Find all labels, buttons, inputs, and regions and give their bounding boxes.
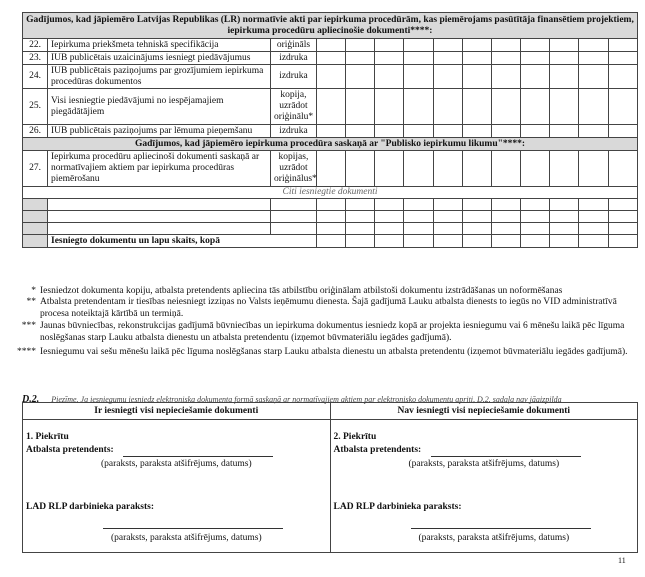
check-cell[interactable] bbox=[608, 199, 637, 211]
check-cell[interactable] bbox=[579, 223, 608, 235]
header-lr-procurement: Gadījumos, kad jāpiemēro Latvijas Republikas (LR) normatīvie akti par iepirkuma procedūrām, kas piemērojams pasūtītāja finansētiem projektiem, iepirkuma procedūru apliecinošie dokumenti****: bbox=[23, 13, 638, 39]
check-cell[interactable] bbox=[433, 39, 462, 52]
check-cell[interactable] bbox=[491, 89, 520, 125]
footnote-mark: *** bbox=[21, 321, 36, 331]
check-cell[interactable] bbox=[316, 211, 345, 223]
check-cell[interactable] bbox=[375, 39, 404, 52]
check-cell[interactable] bbox=[608, 89, 637, 125]
page-number: 11 bbox=[618, 556, 626, 565]
row-description[interactable] bbox=[48, 199, 271, 211]
check-cell[interactable] bbox=[404, 125, 433, 138]
row-description[interactable] bbox=[48, 223, 271, 235]
check-cell[interactable] bbox=[316, 235, 345, 248]
footnote-mark: * bbox=[31, 286, 36, 296]
row-number: 27. bbox=[23, 151, 48, 187]
check-cell[interactable] bbox=[346, 199, 375, 211]
check-cell[interactable] bbox=[550, 89, 579, 125]
check-cell[interactable] bbox=[346, 65, 375, 89]
check-cell[interactable] bbox=[491, 151, 520, 187]
check-cell[interactable] bbox=[316, 223, 345, 235]
check-cell[interactable] bbox=[316, 125, 345, 138]
check-cell[interactable] bbox=[521, 151, 550, 187]
left-signature-cell bbox=[23, 420, 330, 552]
check-cell[interactable] bbox=[579, 151, 608, 187]
header-public-procurement: Gadījumos, kad jāpiemēro iepirkuma procedūra saskaņā ar "Publisko iepirkumu likumu"****: bbox=[23, 138, 638, 151]
row-doc-type: izdruka bbox=[271, 65, 317, 89]
check-cell[interactable] bbox=[404, 211, 433, 223]
check-cell[interactable] bbox=[491, 39, 520, 52]
check-cell[interactable] bbox=[316, 89, 345, 125]
check-cell[interactable] bbox=[462, 151, 491, 187]
check-cell[interactable] bbox=[433, 125, 462, 138]
footnote-mark: ** bbox=[26, 297, 36, 307]
row-description: Iepirkuma procedūru apliecinoši dokumenti saskaņā ar normatīvajiem aktiem par iepirkuma procedūras piemērošanu bbox=[48, 151, 271, 187]
check-cell[interactable] bbox=[433, 65, 462, 89]
check-cell[interactable] bbox=[375, 151, 404, 187]
check-cell[interactable] bbox=[608, 223, 637, 235]
check-cell[interactable] bbox=[375, 235, 404, 248]
left-applicant-line[interactable] bbox=[123, 444, 273, 457]
table-row bbox=[23, 65, 638, 89]
row-doc-type[interactable] bbox=[271, 223, 317, 235]
check-cell[interactable] bbox=[375, 199, 404, 211]
check-cell[interactable] bbox=[521, 125, 550, 138]
check-cell[interactable] bbox=[579, 125, 608, 138]
check-cell[interactable] bbox=[462, 89, 491, 125]
check-cell[interactable] bbox=[491, 125, 520, 138]
check-cell[interactable] bbox=[521, 52, 550, 65]
check-cell[interactable] bbox=[579, 211, 608, 223]
row-doc-type[interactable] bbox=[271, 199, 317, 211]
check-cell[interactable] bbox=[521, 211, 550, 223]
table-row bbox=[23, 52, 638, 65]
check-cell[interactable] bbox=[346, 235, 375, 248]
check-cell[interactable] bbox=[346, 211, 375, 223]
check-cell[interactable] bbox=[491, 211, 520, 223]
check-cell[interactable] bbox=[316, 151, 345, 187]
row-number bbox=[23, 211, 48, 223]
check-cell[interactable] bbox=[346, 151, 375, 187]
check-cell[interactable] bbox=[462, 52, 491, 65]
check-cell[interactable] bbox=[550, 235, 579, 248]
check-cell[interactable] bbox=[491, 52, 520, 65]
check-cell[interactable] bbox=[521, 39, 550, 52]
row-doc-type: kopija, uzrādot oriģinālu* bbox=[271, 89, 317, 125]
check-cell[interactable] bbox=[404, 65, 433, 89]
check-cell[interactable] bbox=[521, 223, 550, 235]
left-officer-label: LAD RLP darbinieka paraksts: bbox=[26, 502, 155, 512]
row-doc-type: oriģināls bbox=[271, 39, 317, 52]
check-cell[interactable] bbox=[404, 39, 433, 52]
total-number bbox=[23, 235, 48, 248]
check-cell[interactable] bbox=[462, 65, 491, 89]
left-officer-line[interactable] bbox=[103, 516, 283, 529]
check-cell[interactable] bbox=[316, 39, 345, 52]
left-applicant-label: Atbalsta pretendents: bbox=[26, 445, 114, 455]
check-cell[interactable] bbox=[550, 211, 579, 223]
right-header: Nav iesniegti visi nepieciešamie dokumenti bbox=[330, 403, 638, 420]
check-cell[interactable] bbox=[550, 151, 579, 187]
check-cell[interactable] bbox=[404, 199, 433, 211]
check-cell[interactable] bbox=[579, 89, 608, 125]
check-cell[interactable] bbox=[404, 223, 433, 235]
check-cell[interactable] bbox=[521, 65, 550, 89]
check-cell[interactable] bbox=[521, 235, 550, 248]
check-cell[interactable] bbox=[375, 89, 404, 125]
check-cell[interactable] bbox=[375, 211, 404, 223]
left-title: 1. Piekrītu bbox=[26, 432, 69, 442]
check-cell[interactable] bbox=[579, 39, 608, 52]
check-cell[interactable] bbox=[316, 52, 345, 65]
row-number: 22. bbox=[23, 39, 48, 52]
left-officer-caption: (paraksts, paraksta atšifrējums, datums) bbox=[111, 533, 262, 543]
right-officer-caption: (paraksts, paraksta atšifrējums, datums) bbox=[418, 533, 570, 543]
row-doc-type: izdruka bbox=[271, 52, 317, 65]
check-cell[interactable] bbox=[375, 65, 404, 89]
check-cell[interactable] bbox=[404, 89, 433, 125]
check-cell[interactable] bbox=[462, 223, 491, 235]
left-header: Ir iesniegti visi nepieciešamie dokumenti bbox=[23, 403, 331, 420]
right-officer-label: LAD RLP darbinieka paraksts: bbox=[333, 502, 462, 512]
footnote-mark: **** bbox=[17, 347, 36, 357]
check-cell[interactable] bbox=[608, 52, 637, 65]
right-signature-cell bbox=[331, 420, 638, 552]
check-cell[interactable] bbox=[404, 52, 433, 65]
row-description: IUB publicētais paziņojums par grozījumiem iepirkuma procedūras dokumentos bbox=[48, 65, 271, 89]
check-cell[interactable] bbox=[491, 65, 520, 89]
check-cell[interactable] bbox=[462, 199, 491, 211]
check-cell[interactable] bbox=[550, 52, 579, 65]
check-cell[interactable] bbox=[346, 223, 375, 235]
check-cell[interactable] bbox=[550, 223, 579, 235]
check-cell[interactable] bbox=[433, 211, 462, 223]
table-row bbox=[23, 39, 638, 52]
table-row bbox=[23, 125, 638, 138]
right-applicant-line[interactable] bbox=[431, 444, 581, 457]
row-number: 26. bbox=[23, 125, 48, 138]
check-cell[interactable] bbox=[375, 125, 404, 138]
empty-row bbox=[23, 223, 638, 235]
check-cell[interactable] bbox=[316, 65, 345, 89]
check-cell[interactable] bbox=[579, 235, 608, 248]
signature-table bbox=[22, 402, 638, 553]
empty-row bbox=[23, 199, 638, 211]
check-cell[interactable] bbox=[491, 223, 520, 235]
check-cell[interactable] bbox=[404, 235, 433, 248]
row-description: Iepirkuma priekšmeta tehniskā specifikācija bbox=[48, 39, 271, 52]
check-cell[interactable] bbox=[462, 211, 491, 223]
row-description: Visi iesniegtie piedāvājumi no iespējamajiem piegādātājiem bbox=[48, 89, 271, 125]
row-description: IUB publicētais paziņojums par lēmuma pieņemšanu bbox=[48, 125, 271, 138]
row-number bbox=[23, 223, 48, 235]
check-cell[interactable] bbox=[579, 65, 608, 89]
check-cell[interactable] bbox=[608, 125, 637, 138]
check-cell[interactable] bbox=[375, 223, 404, 235]
check-cell[interactable] bbox=[433, 89, 462, 125]
documents-table bbox=[22, 12, 638, 248]
check-cell[interactable] bbox=[404, 151, 433, 187]
row-description: IUB publicētais uzaicinājums iesniegt piedāvājumus bbox=[48, 52, 271, 65]
check-cell[interactable] bbox=[433, 52, 462, 65]
check-cell[interactable] bbox=[462, 125, 491, 138]
row-doc-type[interactable] bbox=[271, 211, 317, 223]
row-number: 24. bbox=[23, 65, 48, 89]
check-cell[interactable] bbox=[433, 223, 462, 235]
other-documents-label: Citi iesniegtie dokumenti bbox=[23, 187, 638, 199]
check-cell[interactable] bbox=[346, 89, 375, 125]
check-cell[interactable] bbox=[346, 125, 375, 138]
row-doc-type: izdruka bbox=[271, 125, 317, 138]
check-cell[interactable] bbox=[579, 52, 608, 65]
check-cell[interactable] bbox=[433, 151, 462, 187]
right-title: 2. Piekrītu bbox=[333, 432, 377, 442]
check-cell[interactable] bbox=[346, 39, 375, 52]
section-label: D.2. bbox=[22, 394, 40, 405]
check-cell[interactable] bbox=[491, 199, 520, 211]
footnote-text: Iesniedzot dokumenta kopiju, atbalsta pretendents apliecina tās atbilstību oriģinālam atbilstoši dokumentu izstrādāšanas un noformēšanas bbox=[40, 286, 563, 296]
footnote-text: Atbalsta pretendentam ir tiesības neiesniegt izziņas no Valsts ieņēmumu dienesta. Šajā gadījumā Lauku atbalsta dienests to iegūs no VID administratīvā procesa noteiktajā kārtībā un termiņā. bbox=[40, 297, 617, 319]
check-cell[interactable] bbox=[521, 199, 550, 211]
check-cell[interactable] bbox=[608, 211, 637, 223]
check-cell[interactable] bbox=[433, 199, 462, 211]
row-description[interactable] bbox=[48, 211, 271, 223]
check-cell[interactable] bbox=[608, 39, 637, 52]
empty-row bbox=[23, 211, 638, 223]
check-cell[interactable] bbox=[521, 89, 550, 125]
section-note: Piezīme. Ja iesniegumu iesniedz elektroniska dokumenta formā saskaņā ar normatīvajiem aktiem par elektronisko dokumentu apriti, D.2. sadaļa nav jāaizpilda bbox=[51, 395, 562, 404]
left-applicant-caption: (paraksts, paraksta atšifrējums, datums) bbox=[101, 459, 252, 469]
row-number bbox=[23, 199, 48, 211]
check-cell[interactable] bbox=[550, 39, 579, 52]
right-applicant-label: Atbalsta pretendents: bbox=[333, 445, 422, 455]
check-cell[interactable] bbox=[608, 65, 637, 89]
right-officer-line[interactable] bbox=[411, 516, 591, 529]
check-cell[interactable] bbox=[462, 235, 491, 248]
row-number: 25. bbox=[23, 89, 48, 125]
check-cell[interactable] bbox=[346, 52, 375, 65]
row-number: 23. bbox=[23, 52, 48, 65]
check-cell[interactable] bbox=[608, 235, 637, 248]
check-cell[interactable] bbox=[433, 235, 462, 248]
right-applicant-caption: (paraksts, paraksta atšifrējums, datums) bbox=[408, 459, 560, 469]
check-cell[interactable] bbox=[579, 199, 608, 211]
check-cell[interactable] bbox=[462, 39, 491, 52]
check-cell[interactable] bbox=[316, 199, 345, 211]
table-row bbox=[23, 151, 638, 187]
footnote-text: Jaunas būvniecības, rekonstrukcijas gadījumā būvniecības un iepirkuma dokumentus iesniedz kopā ar projekta iesniegumu vai 6 mēnešu laikā pēc līguma noslēgšanas starp Lauku atbalsta dienestu un atbalsta pretendentu (izņemot būvmateriālu iegādes gadījumā). bbox=[40, 321, 625, 343]
check-cell[interactable] bbox=[550, 199, 579, 211]
check-cell[interactable] bbox=[491, 235, 520, 248]
check-cell[interactable] bbox=[375, 52, 404, 65]
check-cell[interactable] bbox=[608, 151, 637, 187]
table-row bbox=[23, 89, 638, 125]
check-cell[interactable] bbox=[550, 125, 579, 138]
check-cell[interactable] bbox=[550, 65, 579, 89]
total-label: Iesniegto dokumentu un lapu skaits, kopā bbox=[48, 235, 317, 248]
row-doc-type: kopijas, uzrādot oriģinālus* bbox=[271, 151, 317, 187]
footnote-text: Iesniegumu vai sešu mēnešu laikā pēc līguma noslēgšanas starp Lauku atbalsta dienestu un atbalsta pretendentu (izņemot būvmateriālu iegādes gadījumā). bbox=[40, 347, 628, 357]
